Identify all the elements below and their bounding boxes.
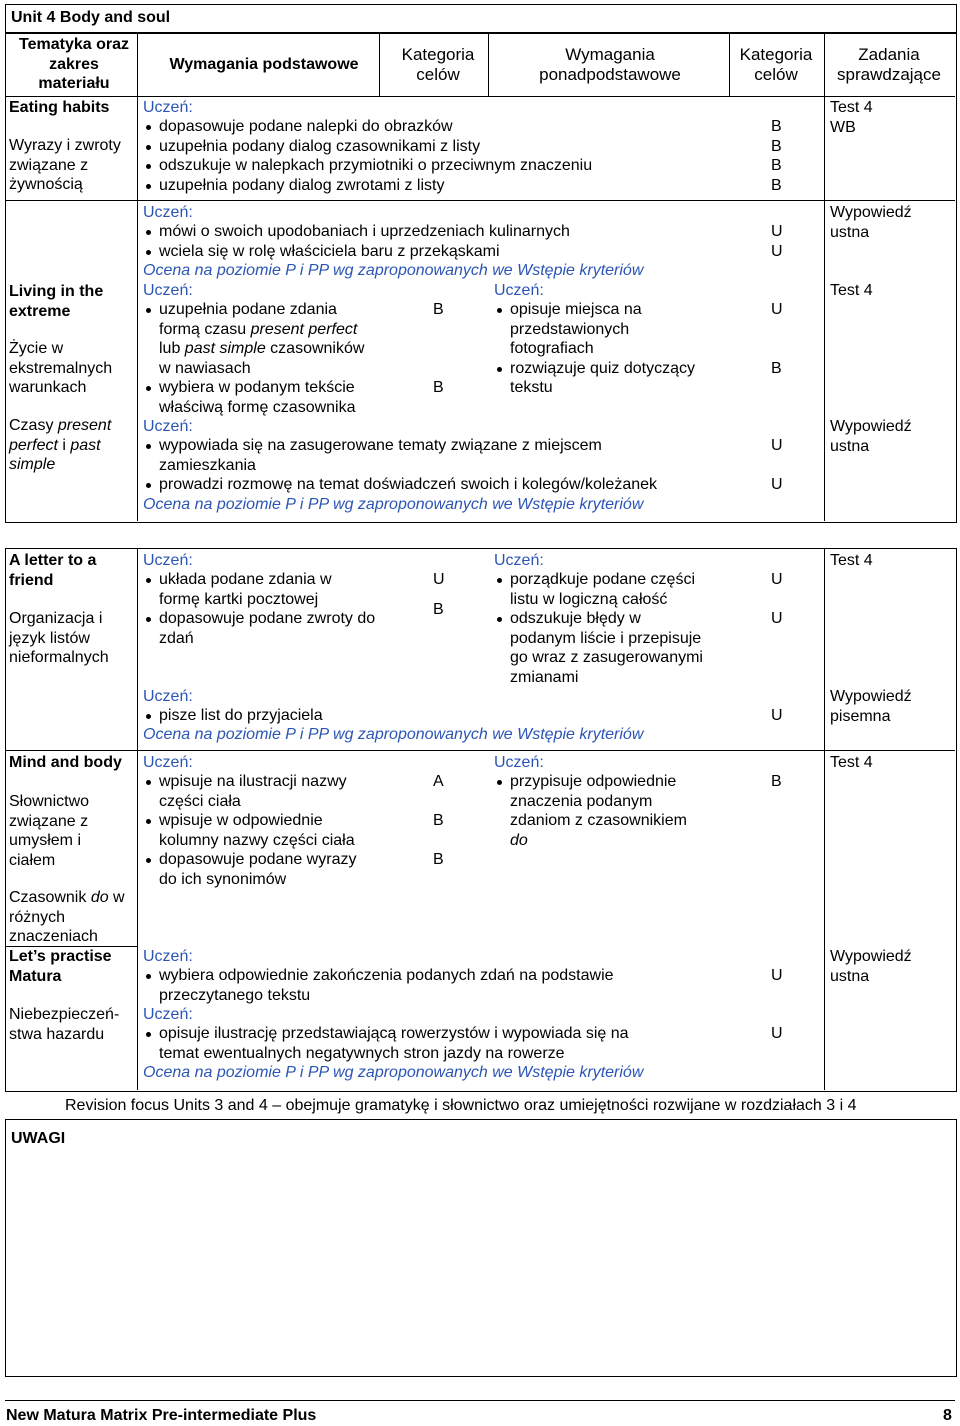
ocena-text: Ocena na poziomie P i PP wg zaproponowanych we Wstępie kryteriów (143, 1064, 644, 1081)
living-sub2a: Czasy (9, 417, 58, 434)
header-kategoria-1-text: Kategoria celów (401, 45, 475, 84)
category: A (433, 773, 444, 790)
list-line: uzupełnia podane zdania (159, 301, 337, 318)
practise-list-1 (142, 966, 742, 1005)
living-uczen-2: Uczeń: (143, 282, 193, 299)
list-line: do ich synonimów (159, 870, 287, 888)
list-line (159, 320, 402, 340)
page-number: 8 (943, 1407, 952, 1424)
check-text: ustna (830, 967, 870, 985)
practise-title: Let’s practise Matura (9, 948, 112, 985)
ocena-text: Ocena na poziomie P i PP wg zaproponowanych we Wstępie kryteriów (143, 496, 644, 513)
category: U (771, 223, 783, 240)
list-line: wybiera odpowiednie zakończenia podanych zdań na podstawie (159, 967, 614, 984)
living-block1-list (142, 222, 722, 261)
list-item (142, 570, 402, 609)
eating-list (142, 117, 722, 195)
living-sub2b: present perfect (9, 417, 112, 454)
check-text: Test 4 (830, 282, 873, 299)
letter-adv-list (493, 570, 723, 687)
list-item: wciela się w rolę właściciela baru z przekąskami (142, 242, 722, 262)
check-text: Test 4 (830, 754, 873, 771)
living-block1-check (830, 203, 912, 242)
list-line: zamieszkania (159, 456, 256, 474)
text-part: formą czasu (159, 320, 251, 338)
list-item (493, 300, 723, 359)
list-line: dopasowuje podane zwroty do (159, 610, 376, 627)
list-line: właściwą formę czasownika (159, 398, 356, 416)
category: B (771, 118, 782, 135)
list-line: w nawiasach (159, 359, 251, 377)
letter-title: A letter to a friend (9, 552, 97, 589)
letter-subtitle: Organizacja i język listów nieformalnych (9, 610, 109, 666)
list-line: wpisuje w odpowiednie (159, 812, 323, 829)
living-adv-list (493, 300, 723, 398)
category: B (771, 360, 782, 377)
list-item: uzupełnia podany dialog zwrotami z listy (142, 176, 722, 196)
living-uczen-1: Uczeń: (143, 204, 193, 221)
eating-uczen: Uczeń: (143, 99, 193, 116)
living-uczen-adv: Uczeń: (494, 282, 544, 299)
ocena-text: Ocena na poziomie P i PP wg zaproponowanych we Wstępie kryteriów (143, 726, 644, 743)
eating-title: Eating habits (9, 99, 110, 116)
living-title: Living in the extreme (9, 283, 104, 320)
list-item (142, 1024, 742, 1063)
check-text: pisemna (830, 707, 891, 725)
category: B (771, 137, 782, 155)
list-item (142, 475, 742, 495)
list-item (142, 609, 402, 648)
category: U (771, 571, 783, 588)
category: U (433, 571, 445, 588)
list-item (142, 811, 402, 850)
list-line: prowadzi rozmowę na temat doświadczeń swoich i kolegów/koleżanek (159, 476, 658, 493)
living-basic-list (142, 300, 402, 417)
mind-adv-list (493, 772, 723, 850)
mind-basic-list (142, 772, 402, 889)
category: B (771, 176, 782, 194)
check-text: Wypowiedź (830, 688, 912, 705)
list-line: przypisuje odpowiednie (510, 773, 677, 790)
letter-uczen-write: Uczeń: (143, 688, 193, 705)
check-text: Test 4 (830, 99, 873, 116)
list-line: kolumny nazwy części ciała (159, 831, 355, 849)
ocena-text: Ocena na poziomie P i PP wg zaproponowanych we Wstępie kryteriów (143, 262, 644, 279)
living-sub2c: i (57, 436, 71, 454)
list-item: odszukuje w nalepkach przymiotniki o przeciwnym znaczeniu (142, 156, 722, 176)
letter-check-2 (830, 687, 912, 726)
letter-basic-list (142, 570, 402, 648)
category: U (771, 437, 783, 454)
list-line: przeczytanego tekstu (159, 986, 311, 1004)
list-line (159, 339, 402, 359)
header-wymagania-podstawowe: Wymagania podstawowe (169, 56, 359, 73)
list-line: części ciała (159, 792, 241, 810)
living-block1-cats (771, 222, 783, 261)
mind-sub2b: do (90, 889, 109, 906)
list-line: rozwiązuje quiz dotyczący (510, 359, 695, 377)
list-line: opisuje ilustrację przedstawiającą rowerzystów i wypowiada się na (159, 1025, 629, 1042)
header-wymagania-ponad: Wymagania ponadpodstawowe (539, 45, 681, 84)
list-item (493, 570, 723, 609)
text-part: czasowników (265, 340, 365, 357)
practise-list-2 (142, 1024, 742, 1063)
list-item (142, 378, 402, 417)
list-line: temat ewentualnych negatywnych stron jazdy na rowerze (159, 1044, 565, 1062)
living-subtitle-1: Życie w ekstremalnych warunkach (9, 340, 113, 396)
list-line: zmianami (510, 668, 579, 686)
list-line: opisuje miejsca na (510, 301, 642, 318)
category: B (433, 379, 444, 396)
eating-check (830, 98, 873, 137)
list-line: podanym liście i przepisuje (510, 629, 702, 647)
uwagi-box (5, 1119, 957, 1377)
list-line: przedstawionych (510, 320, 630, 338)
list-item (493, 609, 723, 687)
header-zadania: Zadania sprawdzające (837, 45, 941, 84)
practise-uczen-1: Uczeń: (143, 948, 193, 965)
list-item: uzupełnia podany dialog czasownikami z listy (142, 137, 722, 157)
list-item (142, 966, 742, 1005)
practise-check (830, 947, 912, 986)
revision-text: Revision focus Units 3 and 4 – obejmuje gramatykę i słownictwo oraz umiejętności rozwijane w rozdziałach 3 i 4 (65, 1097, 857, 1114)
list-line: wybiera w podanym tekście (159, 379, 355, 396)
category: B (771, 773, 782, 790)
mind-subtitle-2 (9, 888, 133, 947)
list-item (493, 772, 723, 850)
check-text: Test 4 (830, 552, 873, 569)
living-block3-check (830, 417, 912, 456)
list-line: odszukuje błędy w (510, 610, 641, 627)
check-text: Wypowiedź (830, 204, 912, 221)
list-item (142, 772, 402, 811)
list-line: wypowiada się na zasugerowane tematy związane z miejscem (159, 437, 602, 454)
list-line: wpisuje na ilustracji nazwy (159, 773, 347, 790)
eating-categories (771, 117, 782, 195)
list-line: go wraz z zasugerowanymi (510, 649, 703, 666)
living-subtitle-2 (9, 416, 135, 475)
header-tematyka: Tematyka oraz zakres materiału (19, 36, 129, 92)
check-text: ustna (830, 437, 870, 455)
check-text: Wypowiedź (830, 948, 912, 965)
mind-subtitle-1: Słownictwo związane z umysłem i ciałem (9, 793, 90, 869)
footer-title: New Matura Matrix Pre-intermediate Plus (6, 1407, 317, 1424)
category: U (771, 967, 783, 984)
list-line: do (510, 831, 528, 849)
category: B (433, 851, 444, 868)
list-line: fotografiach (510, 340, 594, 357)
check-text: Wypowiedź (830, 418, 912, 435)
category: U (771, 707, 783, 724)
letter-write-list (142, 706, 642, 726)
letter-uczen: Uczeń: (143, 552, 193, 569)
text-part: past simple (184, 340, 266, 357)
unit-title: Unit 4 Body and soul (11, 9, 171, 26)
list-line: dopasowuje podane wyrazy (159, 851, 357, 868)
category: U (771, 301, 783, 318)
list-line: formę kartki pocztowej (159, 590, 319, 608)
category: B (771, 157, 782, 174)
list-line: znaczenia podanym (510, 792, 653, 810)
list-item: mówi o swoich upodobaniach i uprzedzeniach kulinarnych (142, 222, 722, 242)
practise-subtitle: Niebezpieczeń-stwa hazardu (9, 1006, 120, 1043)
list-item (142, 300, 402, 378)
mind-sub2a: Czasownik (9, 889, 91, 906)
category: U (771, 1025, 783, 1042)
check-text: ustna (830, 223, 870, 241)
list-line: zdań (159, 629, 194, 647)
list-item (142, 436, 742, 475)
mind-uczen: Uczeń: (143, 754, 193, 771)
header-kategoria-2: Kategoria celów (739, 45, 813, 84)
mind-uczen-adv: Uczeń: (494, 754, 544, 771)
category: U (771, 476, 783, 493)
practise-uczen-2: Uczeń: (143, 1006, 193, 1023)
living-block3-list (142, 436, 742, 495)
mind-title: Mind and body (9, 754, 122, 771)
list-item (142, 850, 402, 889)
list-line: listu w logiczną całość (510, 590, 668, 608)
category: B (433, 812, 444, 829)
list-line: tekstu (510, 379, 553, 396)
category: B (433, 601, 444, 618)
category: B (433, 301, 444, 318)
footer-rule (5, 1400, 955, 1401)
list-item (493, 359, 723, 398)
list-item: pisze list do przyjaciela (142, 706, 642, 726)
living-uczen-3: Uczeń: (143, 418, 193, 435)
list-line: zdaniom z czasownikiem (510, 812, 687, 829)
list-item: dopasowuje podane nalepki do obrazków (142, 117, 722, 137)
list-line: układa podane zdania w (159, 571, 332, 588)
letter-uczen-adv: Uczeń: (494, 552, 544, 569)
text-part: lub (159, 340, 185, 357)
text-part: present perfect (250, 320, 358, 338)
header-kategoria-1 (390, 45, 486, 84)
eating-subtitle: Wyrazy i zwroty związane z żywnością (9, 137, 121, 193)
category: U (771, 610, 783, 627)
check-text: WB (830, 118, 856, 136)
mind-sub2c: w różnych znaczeniach (9, 889, 125, 945)
uwagi-label: UWAGI (11, 1130, 66, 1147)
list-line: porządkuje podane części (510, 571, 696, 588)
category: U (771, 242, 783, 260)
living-sub2d: past simple (9, 436, 101, 473)
